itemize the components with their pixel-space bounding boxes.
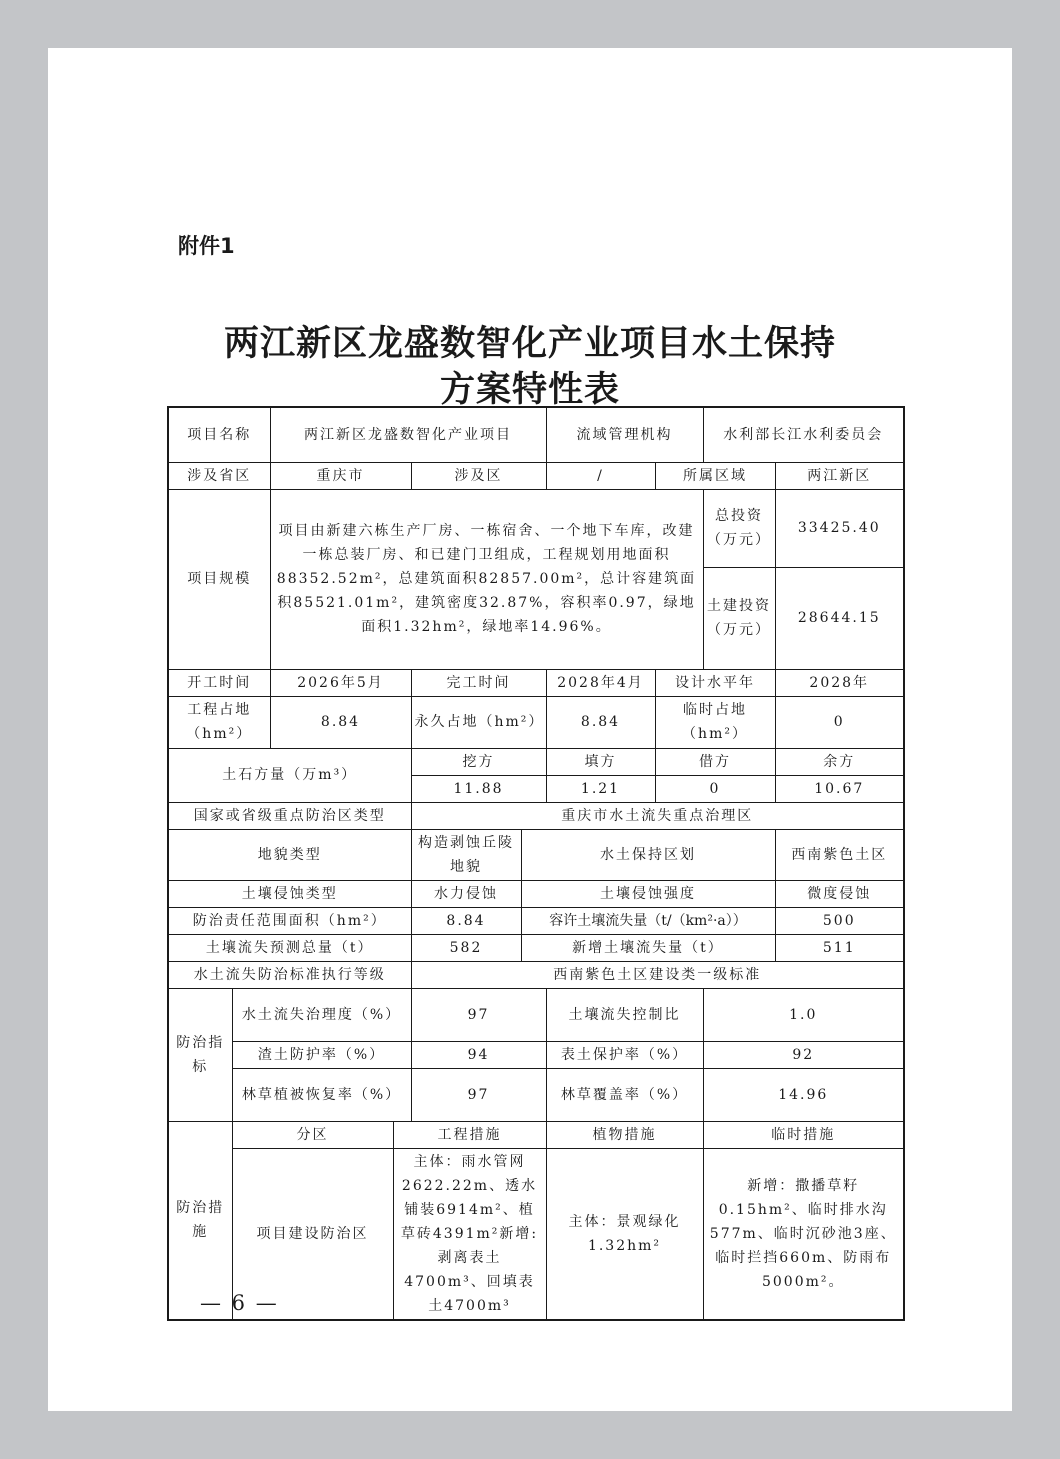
label-cell: 防治措施 bbox=[168, 1121, 232, 1320]
label-cell: 渣土防护率（%） bbox=[232, 1041, 411, 1068]
indicator-value: 92 bbox=[703, 1041, 904, 1068]
table-row bbox=[168, 669, 904, 696]
label-cell: 完工时间 bbox=[411, 669, 546, 696]
province-cell: 重庆市 bbox=[270, 462, 411, 489]
label-cell: 林草覆盖率（%） bbox=[546, 1068, 703, 1121]
region-cell: 两江新区 bbox=[775, 462, 904, 489]
indicator-value: 97 bbox=[411, 1068, 546, 1121]
table-row bbox=[168, 961, 904, 988]
temporary-measures-cell: 新增：撒播草籽0.15hm²、临时排水沟577m、临时沉砂池3座、临时拦挡660m、防雨布5000m²。 bbox=[703, 1148, 904, 1320]
new-loss-cell: 511 bbox=[775, 934, 904, 961]
attachment-label: 附件1 bbox=[178, 234, 235, 258]
civil-invest-cell: 28644.15 bbox=[775, 567, 904, 669]
land-cell: 8.84 bbox=[270, 696, 411, 748]
label-cell: 临时占地（hm²） bbox=[655, 696, 775, 748]
plant-measures-cell: 主体：景观绿化1.32hm² bbox=[546, 1148, 703, 1320]
engineering-measures-cell: 主体：雨水管网2622.22m、透水铺装6914m²、植草砖4391m²新增:剥离表土4700m³、回填表土4700m³ bbox=[393, 1148, 546, 1320]
page-number: — 6 — bbox=[200, 1291, 279, 1315]
label-cell: 总投资（万元） bbox=[703, 489, 775, 567]
table-row bbox=[168, 696, 904, 748]
table-row bbox=[168, 907, 904, 934]
indicator-value: 14.96 bbox=[703, 1068, 904, 1121]
table-row bbox=[168, 880, 904, 907]
characteristics-table bbox=[167, 406, 905, 1321]
label-cell: 余方 bbox=[775, 748, 904, 775]
label-cell: 容许土壤流失量（t/（km²·a）） bbox=[521, 907, 775, 934]
table-row bbox=[168, 489, 904, 567]
label-cell: 设计水平年 bbox=[655, 669, 775, 696]
cut-cell: 11.88 bbox=[411, 775, 546, 802]
zone-cell: 项目建设防治区 bbox=[232, 1148, 393, 1320]
label-cell: 土石方量（万m³） bbox=[168, 748, 411, 802]
label-cell: 土壤流失控制比 bbox=[546, 988, 703, 1041]
erosion-intensity-cell: 微度侵蚀 bbox=[775, 880, 904, 907]
total-invest-cell: 33425.40 bbox=[775, 489, 904, 567]
label-cell: 植物措施 bbox=[546, 1121, 703, 1148]
fill-cell: 1.21 bbox=[546, 775, 655, 802]
table-row bbox=[168, 802, 904, 829]
label-cell: 开工时间 bbox=[168, 669, 270, 696]
document-title-line1: 两江新区龙盛数智化产业项目水土保持 bbox=[223, 324, 836, 364]
label-cell: 项目名称 bbox=[168, 407, 270, 462]
label-cell: 地貌类型 bbox=[168, 829, 411, 880]
perm-land-cell: 8.84 bbox=[546, 696, 655, 748]
district-cell: / bbox=[546, 462, 655, 489]
design-year-cell: 2028年 bbox=[775, 669, 904, 696]
document-title-line2: 方案特性表 bbox=[439, 370, 620, 410]
label-cell: 防治指标 bbox=[168, 988, 232, 1121]
label-cell: 借方 bbox=[655, 748, 775, 775]
label-cell: 项目规模 bbox=[168, 489, 270, 669]
label-cell: 工程占地（hm²） bbox=[168, 696, 270, 748]
table-row bbox=[168, 1041, 904, 1068]
erosion-type-cell: 水力侵蚀 bbox=[411, 880, 521, 907]
label-cell: 表土保护率（%） bbox=[546, 1041, 703, 1068]
label-cell: 水土流失治理度（%） bbox=[232, 988, 411, 1041]
label-cell: 新增土壤流失量（t） bbox=[521, 934, 775, 961]
borrow-cell: 0 bbox=[655, 775, 775, 802]
document-page bbox=[48, 48, 1012, 1411]
label-cell: 水土保持区划 bbox=[521, 829, 775, 880]
label-cell: 所属区域 bbox=[655, 462, 775, 489]
table-row bbox=[168, 988, 904, 1041]
label-cell: 分区 bbox=[232, 1121, 393, 1148]
label-cell: 土壤流失预测总量（t） bbox=[168, 934, 411, 961]
label-cell: 涉及省区 bbox=[168, 462, 270, 489]
table-row bbox=[168, 748, 904, 775]
label-cell: 永久占地（hm²） bbox=[411, 696, 546, 748]
landform-cell: 构造剥蚀丘陵地貌 bbox=[411, 829, 521, 880]
pred-loss-cell: 582 bbox=[411, 934, 521, 961]
label-cell: 国家或省级重点防治区类型 bbox=[168, 802, 411, 829]
start-time-cell: 2026年5月 bbox=[270, 669, 411, 696]
key-zone-cell: 重庆市水土流失重点治理区 bbox=[411, 802, 904, 829]
project-scale-text: 项目由新建六栋生产厂房、一栋宿舍、一个地下车库，改建一栋总装厂房、和已建门卫组成，工程规划用地面积88352.52m²，总建筑面积82857.00m²，总计容建筑面积85521.01m²，建筑密度32.87%，容积率0.97，绿地面积1.32hm²，绿地率14.96%。 bbox=[270, 489, 703, 669]
label-cell: 水土流失防治标准执行等级 bbox=[168, 961, 411, 988]
indicator-value: 97 bbox=[411, 988, 546, 1041]
standard-cell: 西南紫色土区建设类一级标准 bbox=[411, 961, 904, 988]
label-cell: 林草植被恢复率（%） bbox=[232, 1068, 411, 1121]
basin-agency-cell: 水利部长江水利委员会 bbox=[703, 407, 904, 462]
indicator-value: 94 bbox=[411, 1041, 546, 1068]
label-cell: 填方 bbox=[546, 748, 655, 775]
finish-time-cell: 2028年4月 bbox=[546, 669, 655, 696]
label-cell: 流域管理机构 bbox=[546, 407, 703, 462]
label-cell: 挖方 bbox=[411, 748, 546, 775]
table-row bbox=[168, 829, 904, 880]
table-row bbox=[168, 1068, 904, 1121]
table-row bbox=[168, 1121, 904, 1148]
sw-zone-cell: 西南紫色土区 bbox=[775, 829, 904, 880]
label-cell: 土壤侵蚀类型 bbox=[168, 880, 411, 907]
label-cell: 防治责任范围面积（hm²） bbox=[168, 907, 411, 934]
table-row bbox=[168, 462, 904, 489]
table-row bbox=[168, 934, 904, 961]
resp-area-cell: 8.84 bbox=[411, 907, 521, 934]
label-cell: 土壤侵蚀强度 bbox=[521, 880, 775, 907]
label-cell: 涉及区 bbox=[411, 462, 546, 489]
table-row bbox=[168, 407, 904, 462]
label-cell: 土建投资（万元） bbox=[703, 567, 775, 669]
label-cell: 临时措施 bbox=[703, 1121, 904, 1148]
project-name-cell: 两江新区龙盛数智化产业项目 bbox=[270, 407, 546, 462]
allow-loss-cell: 500 bbox=[775, 907, 904, 934]
label-cell: 工程措施 bbox=[393, 1121, 546, 1148]
temp-land-cell: 0 bbox=[775, 696, 904, 748]
surplus-cell: 10.67 bbox=[775, 775, 904, 802]
indicator-value: 1.0 bbox=[703, 988, 904, 1041]
